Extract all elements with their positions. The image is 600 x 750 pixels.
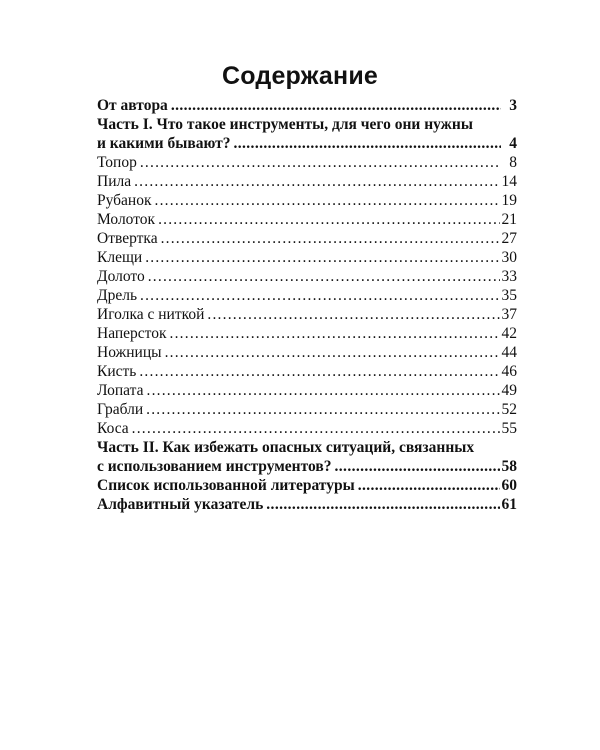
dot-leader xyxy=(165,343,500,362)
toc-entry-igolka xyxy=(97,305,517,324)
dot-leader xyxy=(140,286,499,305)
toc-entry-rubanok xyxy=(97,191,517,210)
toc-entry-chast-2 xyxy=(97,438,517,476)
toc-page-number: 44 xyxy=(501,344,517,361)
dot-leader xyxy=(161,229,500,248)
toc-entry-ukazatel xyxy=(97,495,517,514)
dot-leader xyxy=(148,267,500,286)
toc-entry-title: Список использованной литературы xyxy=(97,477,355,494)
dot-leader xyxy=(207,305,499,324)
toc-page-number: 19 xyxy=(501,192,517,209)
toc-entry-title: Молоток xyxy=(97,211,156,228)
toc-page-number: 27 xyxy=(501,230,517,247)
toc-entry-title: Дрель xyxy=(97,287,138,304)
toc-entry-title: Кисть xyxy=(97,363,137,380)
toc-page-number: 33 xyxy=(501,268,517,285)
toc-entry-lopata xyxy=(97,381,517,400)
toc-entry-kosa xyxy=(97,419,517,438)
toc-entry-molotok xyxy=(97,210,517,229)
toc-entry-pila xyxy=(97,172,517,191)
toc-entry-spisok xyxy=(97,476,517,495)
toc-entry-title: Ножницы xyxy=(97,344,162,361)
toc-entry-title: Пила xyxy=(97,173,132,190)
dot-leader xyxy=(145,248,499,267)
dot-leader xyxy=(158,210,499,229)
toc-entry-title: Коса xyxy=(97,420,129,437)
toc-entry-title-line1: Часть I. Что такое инструменты, для чего они нужны xyxy=(97,116,473,133)
table-of-contents xyxy=(97,96,517,514)
toc-entry-title-line2: с использованием инструментов? xyxy=(97,458,332,475)
dot-leader xyxy=(233,134,501,153)
dot-leader xyxy=(134,172,499,191)
toc-entry-chast-1 xyxy=(97,115,517,153)
toc-entry-topor xyxy=(97,153,517,172)
toc-entry-title-line1: Часть II. Как избежать опасных ситуаций, связанных xyxy=(97,439,475,456)
toc-entry-title: Топор xyxy=(97,154,137,171)
toc-entry-title: Наперсток xyxy=(97,325,167,342)
dot-leader xyxy=(266,495,499,514)
toc-entry-ot-avtora xyxy=(97,96,517,115)
toc-entry-title: Иголка с ниткой xyxy=(97,306,205,323)
toc-entry-title: Грабли xyxy=(97,401,144,418)
dot-leader xyxy=(171,96,501,115)
toc-page-number: 42 xyxy=(501,325,517,342)
toc-page-number: 8 xyxy=(509,154,517,171)
dot-leader xyxy=(139,362,499,381)
toc-entry-otvertka xyxy=(97,229,517,248)
toc-page-number: 30 xyxy=(501,249,517,266)
toc-page-number: 52 xyxy=(501,401,517,418)
dot-leader xyxy=(140,153,501,172)
toc-entry-title-line2: и какими бывают? xyxy=(97,135,231,152)
toc-entry-kleshchi xyxy=(97,248,517,267)
toc-entry-grabli xyxy=(97,400,517,419)
dot-leader xyxy=(155,191,500,210)
toc-page-number: 3 xyxy=(509,97,517,114)
toc-entry-nozhnitsy xyxy=(97,343,517,362)
toc-page-number: 49 xyxy=(501,382,517,399)
toc-page-number: 46 xyxy=(501,363,517,380)
toc-page-number: 58 xyxy=(501,458,517,475)
toc-entry-title: Рубанок xyxy=(97,192,152,209)
dot-leader xyxy=(132,419,500,438)
toc-entry-doloto xyxy=(97,267,517,286)
toc-page-number: 35 xyxy=(501,287,517,304)
dot-leader xyxy=(170,324,500,343)
dot-leader xyxy=(147,381,500,400)
dot-leader xyxy=(335,457,500,476)
toc-entry-naperstok xyxy=(97,324,517,343)
toc-entry-drel xyxy=(97,286,517,305)
toc-page-number: 21 xyxy=(501,211,517,228)
toc-entry-title: Клещи xyxy=(97,249,143,266)
toc-page-number: 4 xyxy=(509,135,517,152)
toc-entry-title: От автора xyxy=(97,97,168,114)
toc-entry-title: Лопата xyxy=(97,382,144,399)
toc-entry-title: Алфавитный указатель xyxy=(97,496,264,513)
toc-page-number: 60 xyxy=(501,477,517,494)
page-title: Содержание xyxy=(221,62,379,90)
toc-entry-title: Долото xyxy=(97,268,145,285)
toc-page-number: 14 xyxy=(501,173,517,190)
toc-entry-title: Отвертка xyxy=(97,230,158,247)
toc-page-number: 61 xyxy=(501,496,517,513)
dot-leader xyxy=(146,400,499,419)
toc-entry-kist xyxy=(97,362,517,381)
toc-page-number: 37 xyxy=(501,306,517,323)
toc-page-number: 55 xyxy=(501,420,517,437)
dot-leader xyxy=(358,476,500,495)
